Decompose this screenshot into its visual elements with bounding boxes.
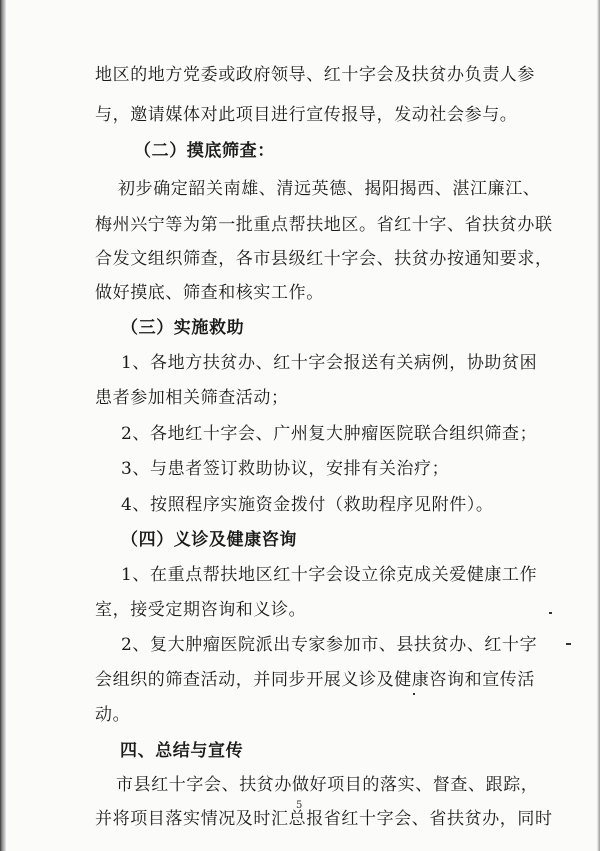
scan-edge-left — [0, 0, 6, 851]
paragraph-line: 梅州兴宁等为第一批重点帮扶地区。省红十字、省扶贫办联 — [95, 215, 553, 235]
list-item-line: 2、各地红十字会、广州复大肿瘤医院联合组织筛查； — [121, 424, 538, 444]
section-heading-clinic: （四）义诊及健康咨询 — [121, 530, 297, 550]
scan-speck — [549, 612, 552, 614]
page-number: 5 — [296, 800, 303, 811]
paragraph-line: 与，邀请媒体对此项目进行宣传报导，发动社会参与。 — [95, 105, 518, 125]
section-heading-assistance: （三）实施救助 — [121, 318, 245, 338]
paragraph-line: 合发文组织筛查，各市县级红十字会、扶贫办按通知要求， — [95, 249, 553, 269]
list-item-line: 4、按照程序实施资金拨付（救助程序见附件）。 — [121, 495, 494, 515]
list-item-line: 1、在重点帮扶地区红十字会设立徐克成关爱健康工作 — [121, 565, 538, 585]
list-item-line: 动。 — [95, 705, 131, 725]
list-item-line: 室，接受定期咨询和义诊。 — [95, 600, 307, 620]
list-item-line: 3、与患者签订救助协议，安排有关治疗； — [121, 459, 450, 479]
list-item-line: 患者参加相关筛查活动； — [95, 388, 289, 408]
scan-speck — [413, 693, 415, 695]
list-item-line: 1、各地方扶贫办、红十字会报送有关病例，协助贫困 — [121, 353, 538, 373]
section-heading-summary: 四、总结与宣传 — [120, 741, 244, 761]
list-item-line: 会组织的筛查活动，并同步开展义诊及健康咨询和宣传活 — [95, 670, 535, 690]
paragraph-line: 市县红十字会、扶贫办做好项目的落实、督查、跟踪， — [116, 775, 539, 795]
paragraph-line: 做好摸底、筛查和核实工作。 — [95, 283, 324, 303]
paragraph-line: 并将项目落实情况及时汇总报省红十字会、省扶贫办，同时 — [95, 809, 553, 829]
list-item-line: 2、复大肿瘤医院派出专家参加市、县扶贫办、红十字 — [121, 635, 538, 655]
scan-speck — [566, 643, 571, 645]
paragraph-line: 初步确定韶关南雄、清远英德、揭阳揭西、湛江廉江、 — [118, 179, 541, 199]
paragraph-line: 地区的地方党委或政府领导、红十字会及扶贫办负责人参 — [95, 65, 535, 85]
section-heading-screening: （二）摸底筛查： — [134, 141, 275, 161]
